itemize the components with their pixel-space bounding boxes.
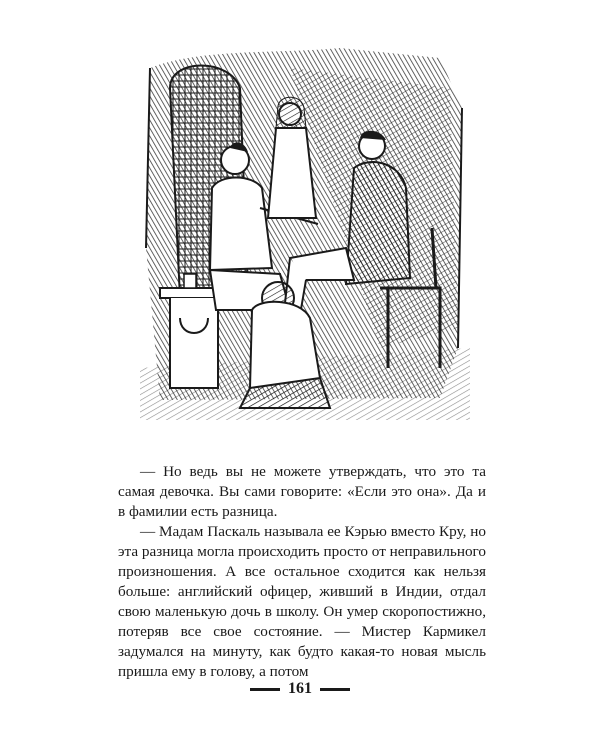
paragraph: — Мадам Паскаль называла ее Кэрью вместо Кру, но эта разница могла происходить просто от неправильного произношения. А все остальное сходится как нельзя больше: английский офицер, живший в Индии, отдал свою маленькую дочь в школу. Он умер скоропостижно, потеряв все свое состояние. — Мистер Кармикел задумался на минуту, как будто какая-то новая мысль пришла ему в голову, а потом (118, 523, 486, 680)
page-number: 161 (288, 680, 312, 697)
body-text (118, 462, 486, 682)
paragraph: — Но ведь вы не можете утверждать, что это та самая девочка. Вы сами говорите: «Если это она». Да и в фамилии есть разница. (118, 463, 486, 520)
footer-dash-right (320, 688, 350, 691)
footer-dash-left (250, 688, 280, 691)
book-illustration (140, 48, 470, 420)
page-footer (0, 680, 600, 698)
